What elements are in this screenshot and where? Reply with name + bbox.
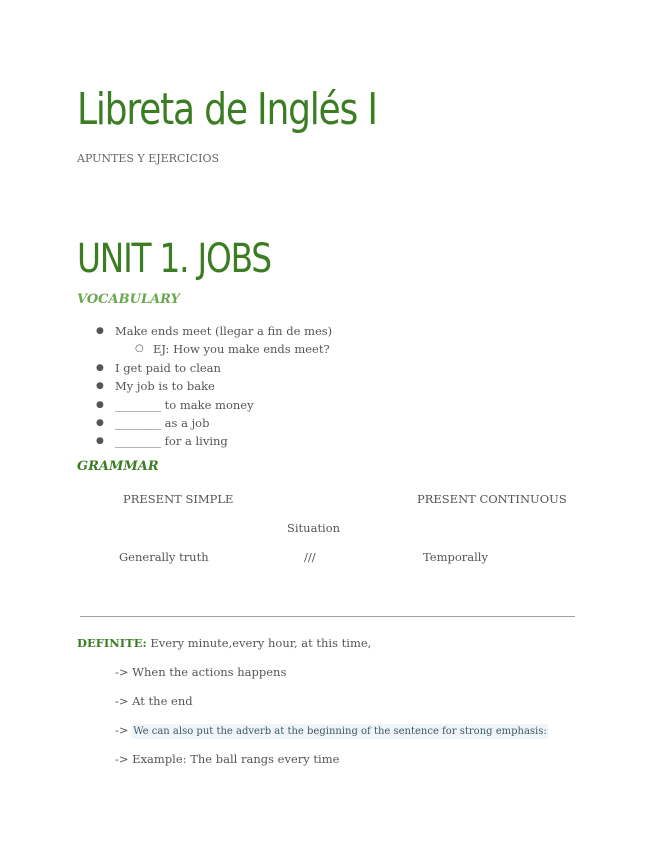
- definite-point: -> When the actions happens: [115, 665, 287, 679]
- list-item-text: Make ends meet (llegar a fin de mes): [115, 324, 333, 338]
- list-item-text: ________ to make money: [115, 397, 254, 412]
- document-subtitle: APUNTES Y EJERCICIOS: [77, 152, 220, 165]
- grammar-middle-value: ///: [304, 550, 316, 564]
- bullet-icon: ●: [96, 362, 104, 373]
- highlighted-note: We can also put the adverb at the beginning of the sentence for strong emphasis:: [133, 726, 547, 737]
- unit-heading: UNIT 1. JOBS: [77, 236, 271, 282]
- grammar-right-header: PRESENT CONTINUOUS: [417, 492, 567, 506]
- bullet-icon: ●: [96, 381, 104, 392]
- bullet-icon: ●: [96, 417, 104, 428]
- list-item-text: ________ for a living: [115, 434, 228, 449]
- grammar-right-value: Temporally: [423, 550, 488, 564]
- horizontal-divider: [80, 616, 575, 617]
- bullet-icon: ●: [96, 326, 104, 336]
- list-item-text: My job is to bake: [115, 379, 215, 394]
- bullet-icon: ●: [96, 399, 104, 410]
- document-title: Libreta de Inglés I: [77, 84, 377, 135]
- list-item-text: EJ: How you make ends meet?: [153, 342, 330, 357]
- grammar-middle-label: Situation: [287, 521, 341, 535]
- list-item-text: ________ as a job: [115, 415, 210, 430]
- grammar-label: GRAMMAR: [77, 459, 159, 474]
- grammar-left-header: PRESENT SIMPLE: [123, 492, 234, 506]
- definite-point: -> Example: The ball rangs every time: [115, 752, 340, 766]
- definite-text: Every minute,every hour, at this time,: [146, 636, 372, 650]
- definite-point: -> At the end: [115, 694, 193, 708]
- grammar-left-value: Generally truth: [119, 550, 209, 564]
- list-item-text: I get paid to clean: [115, 360, 221, 375]
- hollow-bullet-icon: ○: [135, 343, 144, 355]
- arrow-prefix: ->: [115, 723, 133, 737]
- definite-line: [77, 636, 371, 650]
- definite-label: DEFINITE:: [77, 636, 147, 650]
- bullet-icon: ●: [96, 436, 104, 447]
- vocabulary-label: VOCABULARY: [77, 292, 180, 307]
- definite-point-highlighted: [115, 723, 548, 737]
